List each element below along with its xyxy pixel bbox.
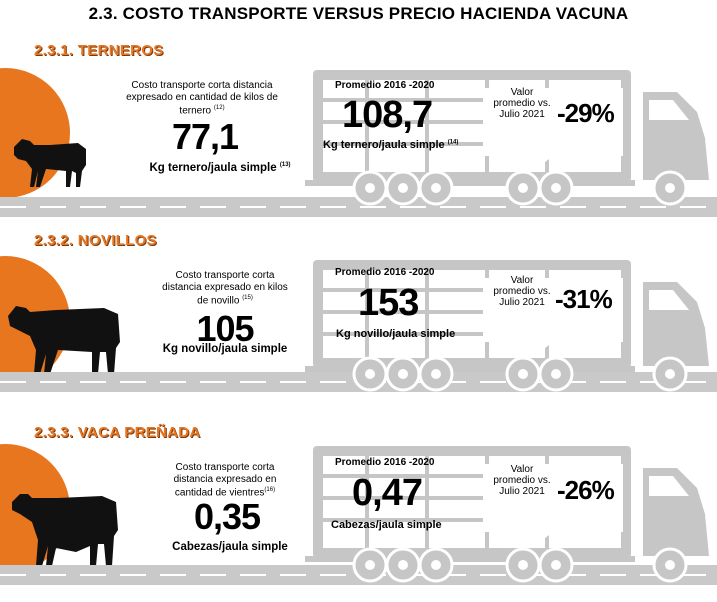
avg-label: Promedio 2016 -2020: [335, 80, 435, 91]
page-title: 2.3. COSTO TRANSPORTE VERSUS PRECIO HACIENDA VACUNA: [88, 4, 629, 23]
avg-value: 153: [358, 282, 419, 324]
section-novillos: [0, 230, 717, 410]
change-value: -31%: [555, 284, 612, 314]
cost-value: 77,1: [171, 116, 239, 157]
cost-unit: Kg novillo/jaula simple: [162, 343, 288, 355]
section-terneros: [0, 40, 717, 220]
avg-unit: Cabezas/jaula simple: [331, 519, 442, 531]
cost-value: 105: [196, 308, 254, 349]
cost-description: Costo transporte corta distancia expresado en kilos de novillo $^{(15)}$: [162, 270, 288, 307]
change-value: -26%: [557, 475, 614, 505]
avg-label: Promedio 2016 -2020: [335, 457, 435, 468]
cost-unit: Cabezas/jaula simple: [172, 541, 288, 553]
cost-unit: Kg ternero/jaula simple $^{(13)}$: [149, 162, 291, 174]
section-heading: 2.3.3. VACA PREÑADA: [34, 424, 201, 441]
change-value: -29%: [557, 98, 614, 128]
steer-icon: [6, 298, 124, 376]
section-vaca-prenada: [0, 422, 717, 602]
section-heading: 2.3.2. NOVILLOS: [34, 232, 157, 249]
cost-value: 0,35: [193, 496, 261, 537]
compare-label: Valor promedio vs. Julio 2021: [493, 275, 551, 308]
compare-label: Valor promedio vs. Julio 2021: [493, 464, 551, 497]
cow-icon: [10, 488, 122, 568]
avg-unit: Kg novillo/jaula simple: [336, 328, 456, 340]
avg-value: 0,47: [352, 472, 422, 514]
compare-label: Valor promedio vs. Julio 2021: [493, 87, 551, 120]
cost-description: Costo transporte corta distancia expresado en cantidad de kilos de ternero $^{(12)}$: [126, 80, 278, 117]
cost-description: Costo transporte corta distancia expresado en cantidad de vientres$^{(16)}$: [173, 462, 277, 499]
section-heading: 2.3.1. TERNEROS: [34, 42, 164, 59]
avg-unit: Kg ternero/jaula simple $^{(14)}$: [323, 139, 459, 151]
avg-value: 108,7: [342, 94, 433, 136]
avg-label: Promedio 2016 -2020: [335, 267, 435, 278]
calf-icon: [10, 135, 92, 190]
